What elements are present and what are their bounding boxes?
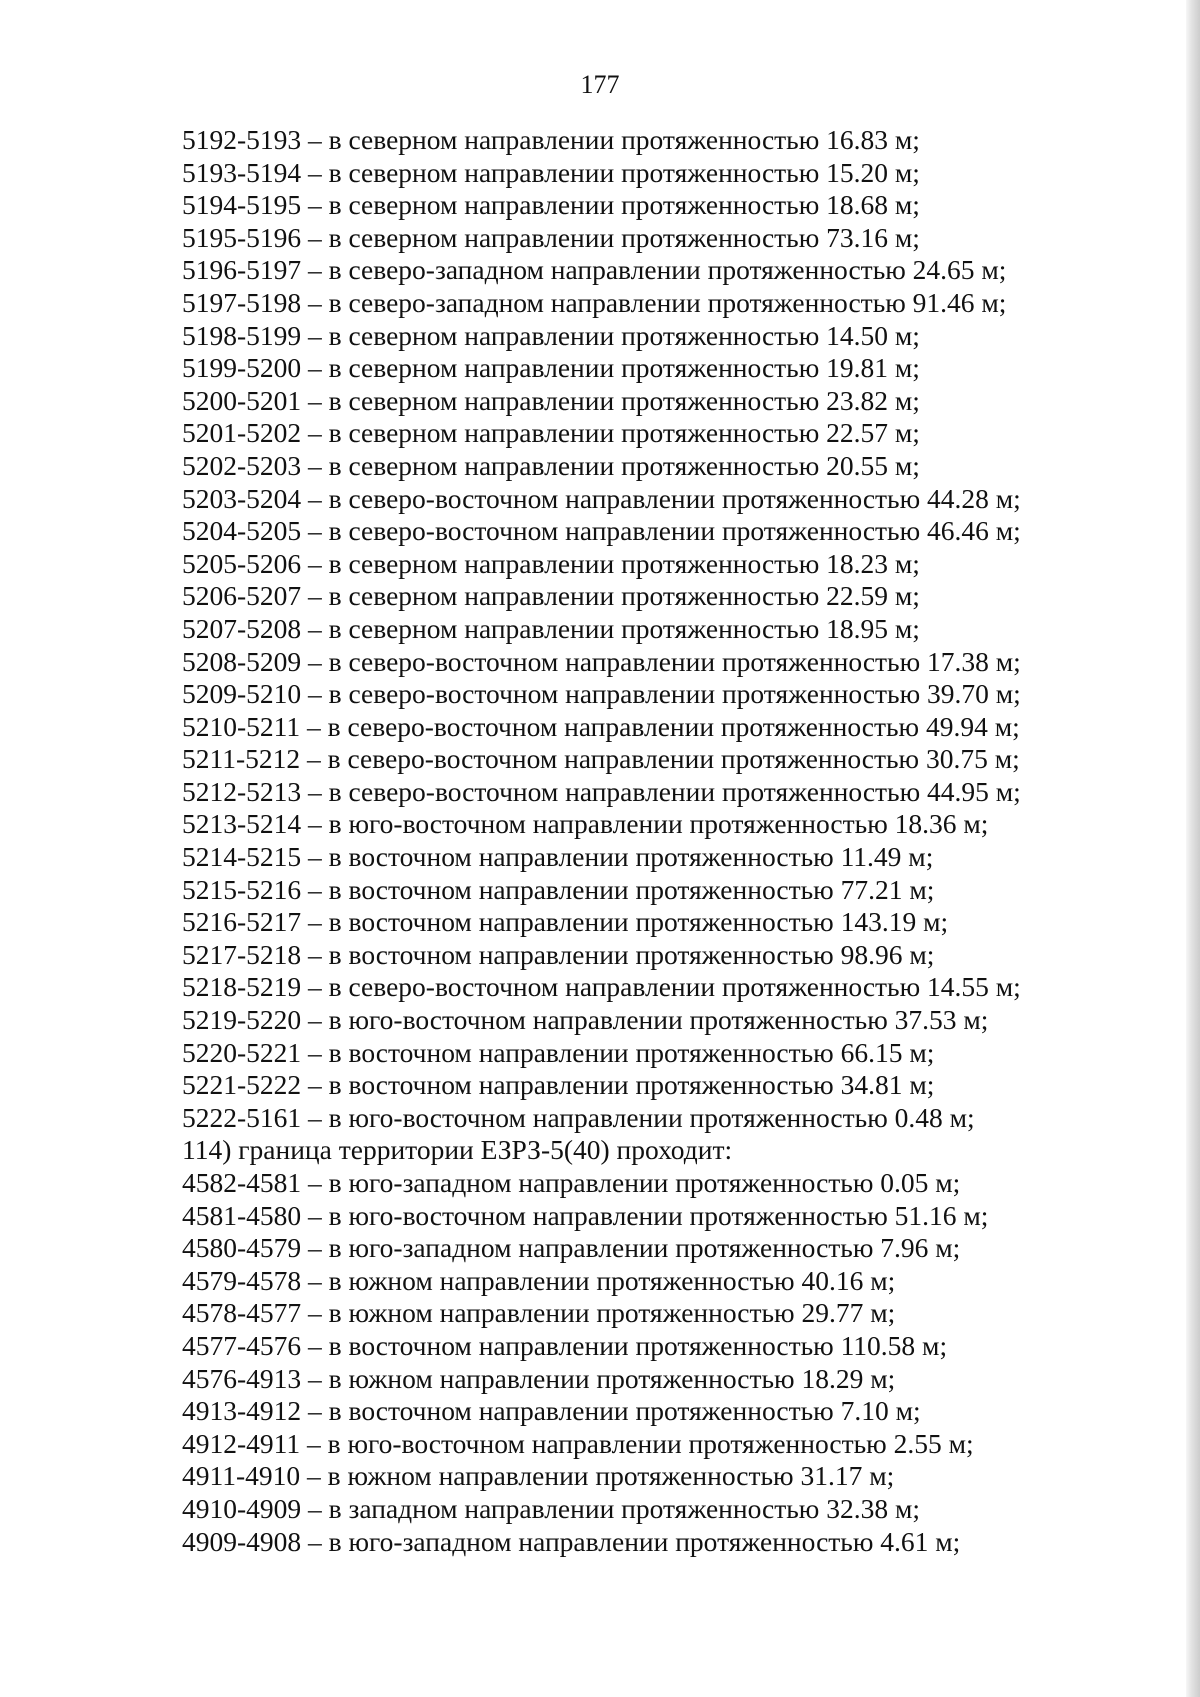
boundary-segment-line: 5202-5203 – в северном направлении протяженностью 20.55 м; <box>182 449 920 481</box>
boundary-segment-line: 5194-5195 – в северном направлении протяженностью 18.68 м; <box>182 189 920 221</box>
section-heading: 114) граница территории ЕЗРЗ-5(40) проходит: <box>182 1134 733 1166</box>
boundary-segment-line: 5205-5206 – в северном направлении протяженностью 18.23 м; <box>182 547 920 579</box>
boundary-segment-line: 4580-4579 – в юго-западном направлении протяженностью 7.96 м; <box>182 1232 961 1264</box>
boundary-segment-line: 5213-5214 – в юго-восточном направлении протяженностью 18.36 м; <box>182 808 989 840</box>
boundary-segment-line: 5208-5209 – в северо-восточном направлении протяженностью 17.38 м; <box>182 645 1021 677</box>
boundary-segment-line: 5219-5220 – в юго-восточном направлении протяженностью 37.53 м; <box>182 1004 989 1036</box>
boundary-segment-line: 4910-4909 – в западном направлении протяженностью 32.38 м; <box>182 1492 921 1524</box>
scan-edge-shadow <box>1186 0 1200 1697</box>
boundary-segment-line: 5200-5201 – в северном направлении протяженностью 23.82 м; <box>182 384 920 416</box>
boundary-segment-line: 4577-4576 – в восточном направлении протяженностью 110.58 м; <box>182 1329 948 1361</box>
boundary-description-text <box>182 124 1142 1558</box>
boundary-segment-line: 5193-5194 – в северном направлении протяженностью 15.20 м; <box>182 156 920 188</box>
boundary-segment-line: 4909-4908 – в юго-западном направлении протяженностью 4.61 м; <box>182 1525 961 1557</box>
boundary-segment-line: 4578-4577 – в южном направлении протяженностью 29.77 м; <box>182 1297 896 1329</box>
boundary-segment-line: 5222-5161 – в юго-восточном направлении протяженностью 0.48 м; <box>182 1101 975 1133</box>
boundary-segment-line: 5201-5202 – в северном направлении протяженностью 22.57 м; <box>182 417 920 449</box>
boundary-segment-line: 4913-4912 – в восточном направлении протяженностью 7.10 м; <box>182 1395 921 1427</box>
boundary-segment-line: 5218-5219 – в северо-восточном направлении протяженностью 14.55 м; <box>182 971 1021 1003</box>
boundary-segment-line: 4581-4580 – в юго-восточном направлении протяженностью 51.16 м; <box>182 1199 989 1231</box>
boundary-segment-line: 5203-5204 – в северо-восточном направлении протяженностью 44.28 м; <box>182 482 1021 514</box>
boundary-segment-line: 5220-5221 – в восточном направлении протяженностью 66.15 м; <box>182 1036 935 1068</box>
boundary-segment-line: 5207-5208 – в северном направлении протяженностью 18.95 м; <box>182 612 920 644</box>
boundary-segment-line: 4579-4578 – в южном направлении протяженностью 40.16 м; <box>182 1264 896 1296</box>
boundary-segment-line: 5206-5207 – в северном направлении протяженностью 22.59 м; <box>182 580 920 612</box>
boundary-segment-line: 5199-5200 – в северном направлении протяженностью 19.81 м; <box>182 352 920 384</box>
boundary-segment-line: 4576-4913 – в южном направлении протяженностью 18.29 м; <box>182 1362 896 1394</box>
boundary-segment-line: 5210-5211 – в северо-восточном направлении протяженностью 49.94 м; <box>182 710 1020 742</box>
boundary-segment-line: 4911-4910 – в южном направлении протяженностью 31.17 м; <box>182 1460 895 1492</box>
boundary-segment-line: 5197-5198 – в северо-западном направлении протяженностью 91.46 м; <box>182 286 1007 318</box>
boundary-segment-line: 5192-5193 – в северном направлении протяженностью 16.83 м; <box>182 124 920 155</box>
boundary-segment-line: 5196-5197 – в северо-западном направлении протяженностью 24.65 м; <box>182 254 1007 286</box>
boundary-segment-line: 5195-5196 – в северном направлении протяженностью 73.16 м; <box>182 221 920 253</box>
boundary-segment-line: 5204-5205 – в северо-восточном направлении протяженностью 46.46 м; <box>182 515 1021 547</box>
boundary-segment-line: 4912-4911 – в юго-восточном направлении протяженностью 2.55 м; <box>182 1427 974 1459</box>
boundary-segment-line: 5217-5218 – в восточном направлении протяженностью 98.96 м; <box>182 938 935 970</box>
boundary-segment-line: 5198-5199 – в северном направлении протяженностью 14.50 м; <box>182 319 920 351</box>
boundary-segment-line: 5214-5215 – в восточном направлении протяженностью 11.49 м; <box>182 841 934 873</box>
boundary-segment-line: 5209-5210 – в северо-восточном направлении протяженностью 39.70 м; <box>182 678 1021 710</box>
boundary-segment-line: 5215-5216 – в восточном направлении протяженностью 77.21 м; <box>182 873 935 905</box>
boundary-segment-line: 5212-5213 – в северо-восточном направлении протяженностью 44.95 м; <box>182 775 1021 807</box>
boundary-segment-line: 5221-5222 – в восточном направлении протяженностью 34.81 м; <box>182 1069 935 1101</box>
page-number: 177 <box>580 70 620 99</box>
boundary-segment-line: 5216-5217 – в восточном направлении протяженностью 143.19 м; <box>182 906 949 938</box>
boundary-segment-line: 5211-5212 – в северо-восточном направлении протяженностью 30.75 м; <box>182 743 1020 775</box>
boundary-segment-line: 4582-4581 – в юго-западном направлении протяженностью 0.05 м; <box>182 1167 961 1198</box>
